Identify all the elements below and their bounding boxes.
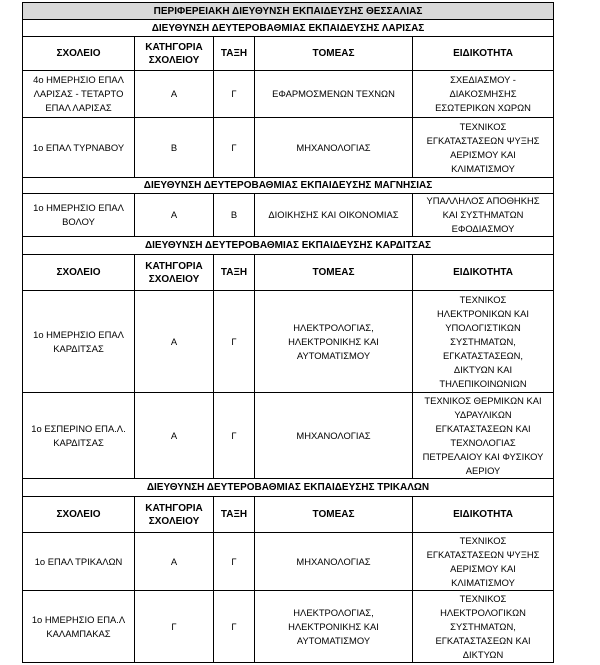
cell-class: Γ xyxy=(214,71,255,118)
cell-class: Β xyxy=(214,194,255,237)
cell-school: 4ο ΗΜΕΡΗΣΙΟ ΕΠΑΛ ΛΑΡΙΣΑΣ - ΤΕΤΑΡΤΟ ΕΠΑΛ ΛΑΡΙΣΑΣ xyxy=(23,71,135,118)
column-header-class: ΤΑΞΗ xyxy=(214,37,255,71)
cell-school: 1ο ΕΣΠΕΡΙΝΟ ΕΠΑ.Λ. ΚΑΡΔΙΤΣΑΣ xyxy=(23,393,135,479)
column-header-sector: ΤΟΜΕΑΣ xyxy=(255,37,413,71)
table-row xyxy=(23,291,554,393)
cell-sector: ΗΛΕΚΤΡΟΛΟΓΙΑΣ, ΗΛΕΚΤΡΟΝΙΚΗΣ ΚΑΙ ΑΥΤΟΜΑΤΙΣΜΟΥ xyxy=(255,291,413,393)
column-header-category: ΚΑΤΗΓΟΡΙΑ ΣΧΟΛΕΙΟΥ xyxy=(135,37,214,71)
cell-category: Α xyxy=(135,71,214,118)
column-header-specialty: ΕΙΔΙΚΟΤΗΤΑ xyxy=(413,37,554,71)
cell-specialty: ΣΧΕΔΙΑΣΜΟΥ - ΔΙΑΚΟΣΜΗΣΗΣ ΕΣΩΤΕΡΙΚΩΝ ΧΩΡΩΝ xyxy=(413,71,554,118)
table-row xyxy=(23,194,554,237)
cell-sector: ΜΗΧΑΝΟΛΟΓΙΑΣ xyxy=(255,118,413,178)
cell-category: Α xyxy=(135,393,214,479)
cell-specialty: ΤΕΧΝΙΚΟΣ ΘΕΡΜΙΚΩΝ ΚΑΙ ΥΔΡΑΥΛΙΚΩΝ ΕΓΚΑΤΑΣΤΑΣΕΩΝ ΚΑΙ ΤΕΧΝΟΛΟΓΙΑΣ ΠΕΤΡΕΛΑΙΟΥ ΚΑΙ ΦΥΣΙΚΟΥ ΑΕΡΙΟΥ xyxy=(413,393,554,479)
schools-table xyxy=(22,2,554,663)
cell-specialty: ΥΠΑΛΛΗΛΟΣ ΑΠΟΘΗΚΗΣ ΚΑΙ ΣΥΣΤΗΜΑΤΩΝ ΕΦΟΔΙΑΣΜΟΥ xyxy=(413,194,554,237)
cell-sector: ΔΙΟΙΚΗΣΗΣ ΚΑΙ ΟΙΚΟΝΟΜΙΑΣ xyxy=(255,194,413,237)
cell-category: Γ xyxy=(135,591,214,663)
cell-category: Α xyxy=(135,291,214,393)
section-row xyxy=(23,479,554,497)
table-row xyxy=(23,118,554,178)
cell-category: Α xyxy=(135,533,214,591)
column-header-school: ΣΧΟΛΕΙΟ xyxy=(23,37,135,71)
cell-class: Γ xyxy=(214,591,255,663)
column-header-sector: ΤΟΜΕΑΣ xyxy=(255,497,413,533)
column-header-specialty: ΕΙΔΙΚΟΤΗΤΑ xyxy=(413,497,554,533)
column-header-sector: ΤΟΜΕΑΣ xyxy=(255,255,413,291)
cell-specialty: ΤΕΧΝΙΚΟΣ ΗΛΕΚΤΡΟΝΙΚΩΝ ΚΑΙ ΥΠΟΛΟΓΙΣΤΙΚΩΝ ΣΥΣΤΗΜΑΤΩΝ, ΕΓΚΑΤΑΣΤΑΣΕΩΝ, ΔΙΚΤΥΩΝ ΚΑΙ ΤΗΛΕΠΙΚΟΙΝΩΝΙΩΝ xyxy=(413,291,554,393)
cell-class: Γ xyxy=(214,533,255,591)
column-header-row xyxy=(23,255,554,291)
cell-school: 1ο ΕΠΑΛ ΤΡΙΚΑΛΩΝ xyxy=(23,533,135,591)
table-row xyxy=(23,71,554,118)
section-title-magnesia: ΔΙΕΥΘΥΝΣΗ ΔΕΥΤΕΡΟΒΑΘΜΙΑΣ ΕΚΠΑΙΔΕΥΣΗΣ ΜΑΓΝΗΣΙΑΣ xyxy=(23,178,554,194)
cell-category: Α xyxy=(135,194,214,237)
section-title-trikala: ΔΙΕΥΘΥΝΣΗ ΔΕΥΤΕΡΟΒΑΘΜΙΑΣ ΕΚΠΑΙΔΕΥΣΗΣ ΤΡΙΚΑΛΩΝ xyxy=(23,479,554,497)
section-row xyxy=(23,20,554,37)
column-header-category: ΚΑΤΗΓΟΡΙΑ ΣΧΟΛΕΙΟΥ xyxy=(135,497,214,533)
cell-sector: ΕΦΑΡΜΟΣΜΕΝΩΝ ΤΕΧΝΩΝ xyxy=(255,71,413,118)
cell-specialty: ΤΕΧΝΙΚΟΣ ΕΓΚΑΤΑΣΤΑΣΕΩΝ ΨΥΞΗΣ ΑΕΡΙΣΜΟΥ ΚΑΙ ΚΛΙΜΑΤΙΣΜΟΥ xyxy=(413,533,554,591)
cell-sector: ΗΛΕΚΤΡΟΛΟΓΙΑΣ, ΗΛΕΚΤΡΟΝΙΚΗΣ ΚΑΙ ΑΥΤΟΜΑΤΙΣΜΟΥ xyxy=(255,591,413,663)
cell-class: Γ xyxy=(214,393,255,479)
table-row xyxy=(23,393,554,479)
cell-class: Γ xyxy=(214,118,255,178)
cell-class: Γ xyxy=(214,291,255,393)
region-title: ΠΕΡΙΦΕΡΕΙΑΚΗ ΔΙΕΥΘΥΝΣΗ ΕΚΠΑΙΔΕΥΣΗΣ ΘΕΣΣΑΛΙΑΣ xyxy=(23,3,554,20)
section-row xyxy=(23,237,554,255)
cell-school: 1ο ΗΜΕΡΗΣΙΟ ΕΠΑΛ ΚΑΡΔΙΤΣΑΣ xyxy=(23,291,135,393)
section-title-karditsa: ΔΙΕΥΘΥΝΣΗ ΔΕΥΤΕΡΟΒΑΘΜΙΑΣ ΕΚΠΑΙΔΕΥΣΗΣ ΚΑΡΔΙΤΣΑΣ xyxy=(23,237,554,255)
cell-sector: ΜΗΧΑΝΟΛΟΓΙΑΣ xyxy=(255,533,413,591)
cell-specialty: ΤΕΧΝΙΚΟΣ ΕΓΚΑΤΑΣΤΑΣΕΩΝ ΨΥΞΗΣ ΑΕΡΙΣΜΟΥ ΚΑΙ ΚΛΙΜΑΤΙΣΜΟΥ xyxy=(413,118,554,178)
column-header-school: ΣΧΟΛΕΙΟ xyxy=(23,255,135,291)
title-row xyxy=(23,3,554,20)
column-header-category: ΚΑΤΗΓΟΡΙΑ ΣΧΟΛΕΙΟΥ xyxy=(135,255,214,291)
section-title-larisa: ΔΙΕΥΘΥΝΣΗ ΔΕΥΤΕΡΟΒΑΘΜΙΑΣ ΕΚΠΑΙΔΕΥΣΗΣ ΛΑΡΙΣΑΣ xyxy=(23,20,554,37)
section-row xyxy=(23,178,554,194)
column-header-class: ΤΑΞΗ xyxy=(214,255,255,291)
column-header-specialty: ΕΙΔΙΚΟΤΗΤΑ xyxy=(413,255,554,291)
table-row xyxy=(23,591,554,663)
cell-school: 1ο ΗΜΕΡΗΣΙΟ ΕΠΑ.Λ ΚΑΛΑΜΠΑΚΑΣ xyxy=(23,591,135,663)
cell-category: Β xyxy=(135,118,214,178)
cell-school: 1ο ΗΜΕΡΗΣΙΟ ΕΠΑΛ ΒΟΛΟΥ xyxy=(23,194,135,237)
cell-specialty: ΤΕΧΝΙΚΟΣ ΗΛΕΚΤΡΟΛΟΓΙΚΩΝ ΣΥΣΤΗΜΑΤΩΝ, ΕΓΚΑΤΑΣΤΑΣΕΩΝ ΚΑΙ ΔΙΚΤΥΩΝ xyxy=(413,591,554,663)
column-header-row xyxy=(23,497,554,533)
cell-sector: ΜΗΧΑΝΟΛΟΓΙΑΣ xyxy=(255,393,413,479)
column-header-class: ΤΑΞΗ xyxy=(214,497,255,533)
column-header-school: ΣΧΟΛΕΙΟ xyxy=(23,497,135,533)
table-row xyxy=(23,533,554,591)
column-header-row xyxy=(23,37,554,71)
cell-school: 1ο ΕΠΑΛ ΤΥΡΝΑΒΟΥ xyxy=(23,118,135,178)
